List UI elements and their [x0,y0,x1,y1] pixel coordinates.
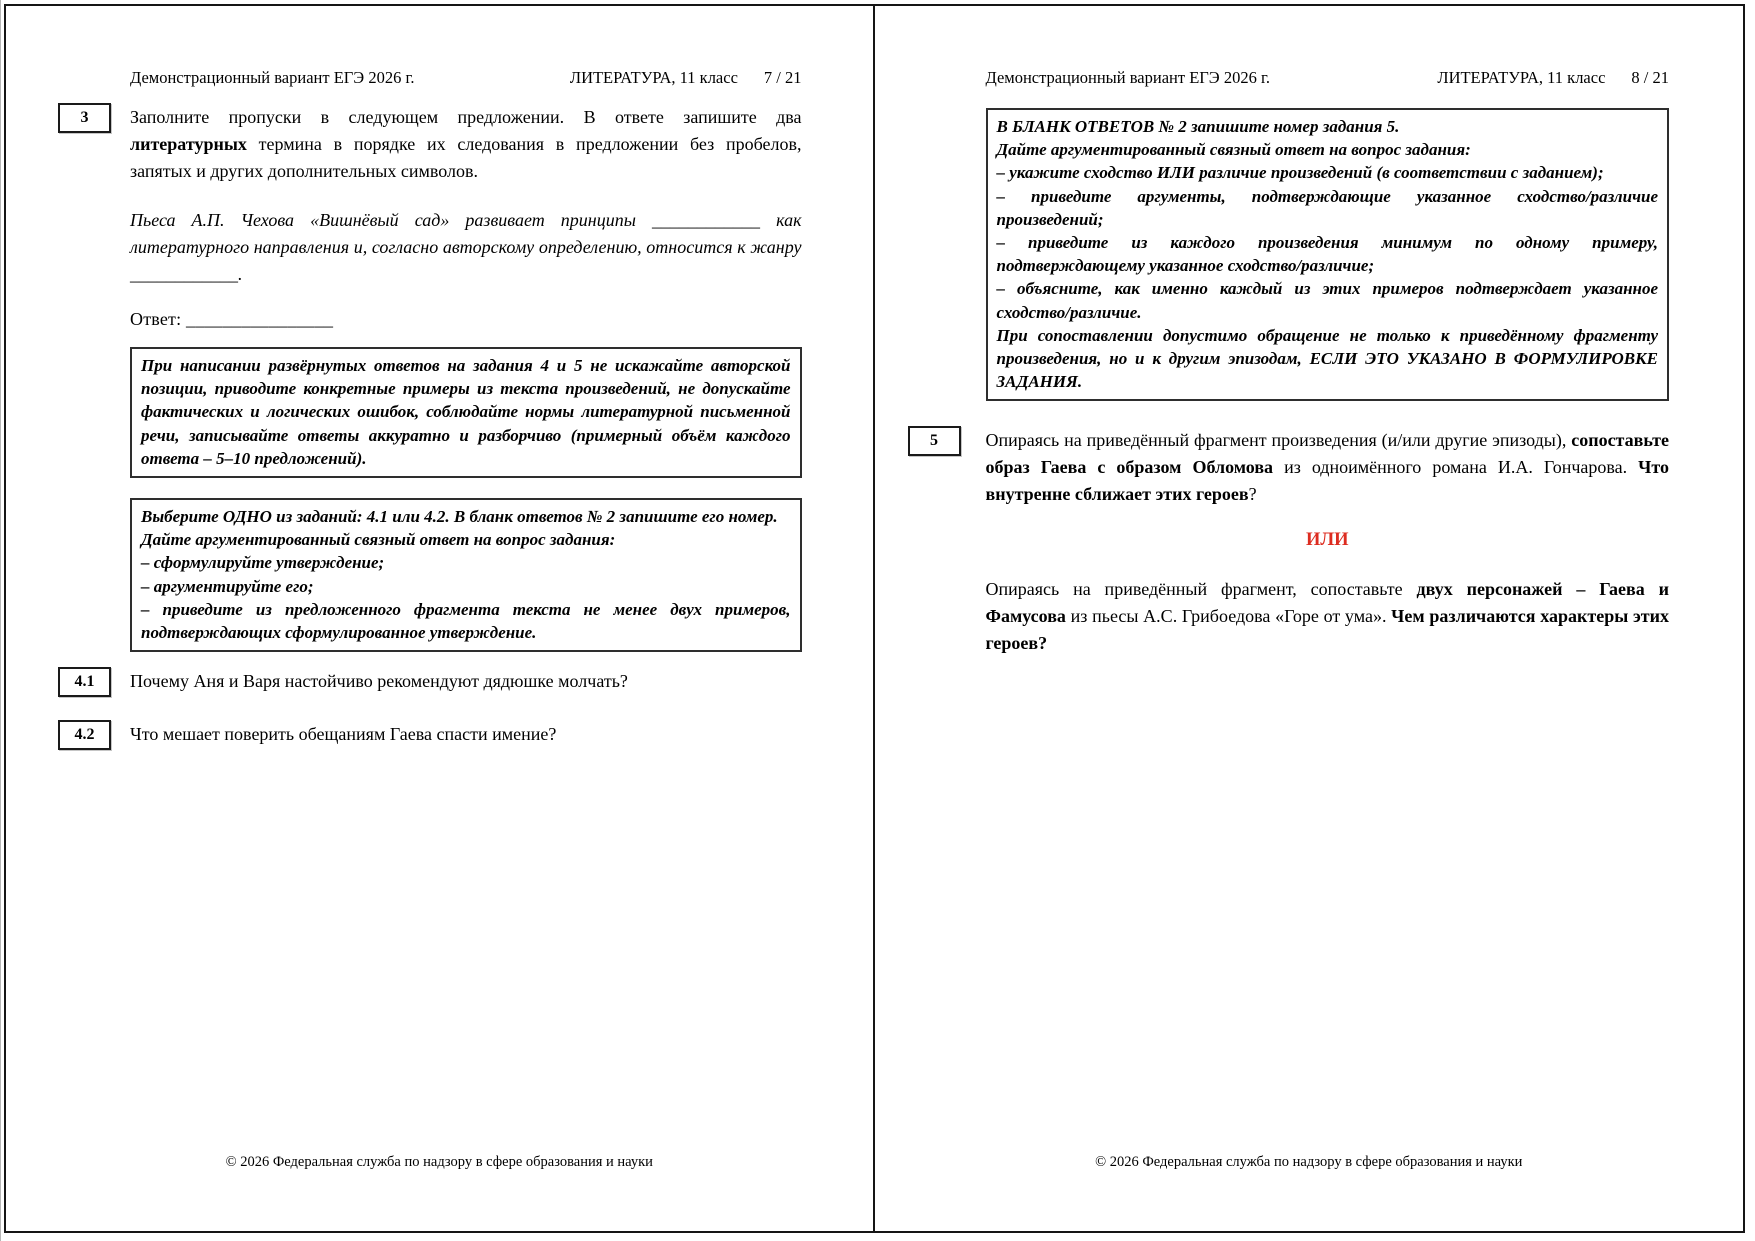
task-3-row [80,104,802,185]
instruction-paragraph: – укажите сходство ИЛИ различие произведений (в соответствии с заданием); [996,163,1604,183]
text-segment-bold: двух персонажей – Гаева и Фамусова [985,579,1669,627]
instruction-paragraph: При написании развёрнутых ответов на задания 4 и 5 не искажайте авторской позиции, приводите конкретные примеры из текста произведений, не допускайте фактических и логических ошибок, соблюдайте нормы литературной письменной речи, записывайте ответы аккуратно и разборчиво (примерный объём каждого ответа – 5–10 предложений). [141,356,791,468]
instruction-paragraph: – объясните, как именно каждый из этих примеров подтверждает указанное сходство/различие. [996,279,1658,322]
task-5-row [930,427,1670,508]
text-segment: Опираясь на приведённый фрагмент, сопоставьте [985,579,1417,600]
task-4-1-row [74,668,802,695]
header-page-number: 7 / 21 [763,68,802,87]
instruction-paragraph: Дайте аргументированный связный ответ на вопрос задания: [141,530,616,550]
header-right-group [1437,68,1669,88]
task-4-2-number-box: 4.2 [58,720,111,750]
instruction-box-answers-4-5 [130,347,802,478]
page-8 [875,6,1744,1231]
page-7-footer: © 2026 Федеральная служба по надзору в сфере образования и науки [225,1154,653,1170]
text-segment: ? [1248,484,1257,505]
task-4-2-question: Что мешает поверить обещаниям Гаева спасти имение? [130,724,557,745]
page-7 [6,6,875,1231]
text-segment: Заполните пропуски в следующем предложении. В ответе запишите два [130,107,802,127]
instruction-paragraph: – сформулируйте утверждение; [141,553,385,573]
page-7-header [130,6,802,88]
task-4-1-number-box: 4.1 [58,667,111,697]
task-5-number-box: 5 [908,426,961,456]
text-segment: из одноимённого романа И.А. Гончарова. [1273,457,1639,478]
text-segment: из пьесы А.С. Грибоедова «Горе от ума». [1065,606,1392,627]
text-segment-bold: Чем различаются характеры этих героев? [985,606,1669,654]
or-separator: ИЛИ [1305,530,1349,551]
answer-blank: ________________ [186,309,334,329]
header-subject-label: ЛИТЕРАТУРА, 11 класс [1437,68,1606,87]
text-segment-bold: сопоставьте образ Гаева с образом Обломова [985,430,1669,478]
instruction-paragraph: При сопоставлении допустимо обращение не только к приведённому фрагменту произведения, но и к другим эпизодам, ЕСЛИ ЭТО УКАЗАНО В ФОРМУЛИРОВКЕ ЗАДАНИЯ. [996,325,1658,392]
instruction-box-choose-4-1-or-4-2 [130,498,802,652]
page-8-footer: © 2026 Федеральная служба по надзору в сфере образования и науки [1095,1154,1523,1170]
page-8-header [986,6,1670,88]
task-5-question [986,427,1670,508]
task-3-number-box: 3 [58,103,111,133]
instruction-paragraph: – аргументируйте его; [141,576,314,596]
text-segment: Опираясь на приведённый фрагмент произведения (и/или другие эпизоды), [985,430,1572,451]
task-3-fill-in-sentence: Пьеса А.П. Чехова «Вишнёвый сад» развивает принципы ____________ как литературного направления и, согласно авторскому определению, относится к жанру ____________. [130,210,802,284]
document-frame [4,4,1745,1233]
instruction-paragraph: Выберите ОДНО из заданий: 4.1 или 4.2. В бланк ответов № 2 запишите его номер. [141,507,778,527]
header-right-group [570,68,802,88]
text-segment: термина в порядке их следования в предложении без пробелов, запятых и других дополнительных символов. [130,134,802,181]
task-3-text [130,104,802,185]
instruction-paragraph: – приведите аргументы, подтверждающие указанное сходство/различие произведений; [996,186,1658,229]
instruction-paragraph: Дайте аргументированный связный ответ на вопрос задания: [996,140,1471,160]
instruction-box-task-5 [986,108,1670,401]
instruction-paragraph: – приведите из предложенного фрагмента текста не менее двух примеров, подтверждающих сформулированное утверждение. [141,599,791,643]
header-variant-label: Демонстрационный вариант ЕГЭ 2026 г. [130,68,415,87]
header-subject-label: ЛИТЕРАТУРА, 11 класс [569,68,738,87]
text-segment-bold: Что внутренне сближает этих героев [985,457,1669,505]
answer-row [130,306,802,333]
page-7-content [74,6,802,748]
instruction-paragraph: – приведите из каждого произведения минимум по одному примеру, подтверждающему указанное сходство/различие; [996,233,1658,276]
screen-left-edge [0,0,1,1241]
page-8-content [930,6,1670,657]
text-segment-bold: литературных [130,134,247,154]
instruction-paragraph: В БЛАНК ОТВЕТОВ № 2 запишите номер задания 5. [996,117,1400,136]
task-4-2-row [74,721,802,748]
task-4-1-question: Почему Аня и Варя настойчиво рекомендуют дядюшке молчать? [130,671,628,692]
answer-label: Ответ: [130,309,182,329]
header-page-number: 8 / 21 [1631,68,1669,87]
task-5-alternative-question [986,576,1670,657]
header-variant-label: Демонстрационный вариант ЕГЭ 2026 г. [985,68,1270,87]
